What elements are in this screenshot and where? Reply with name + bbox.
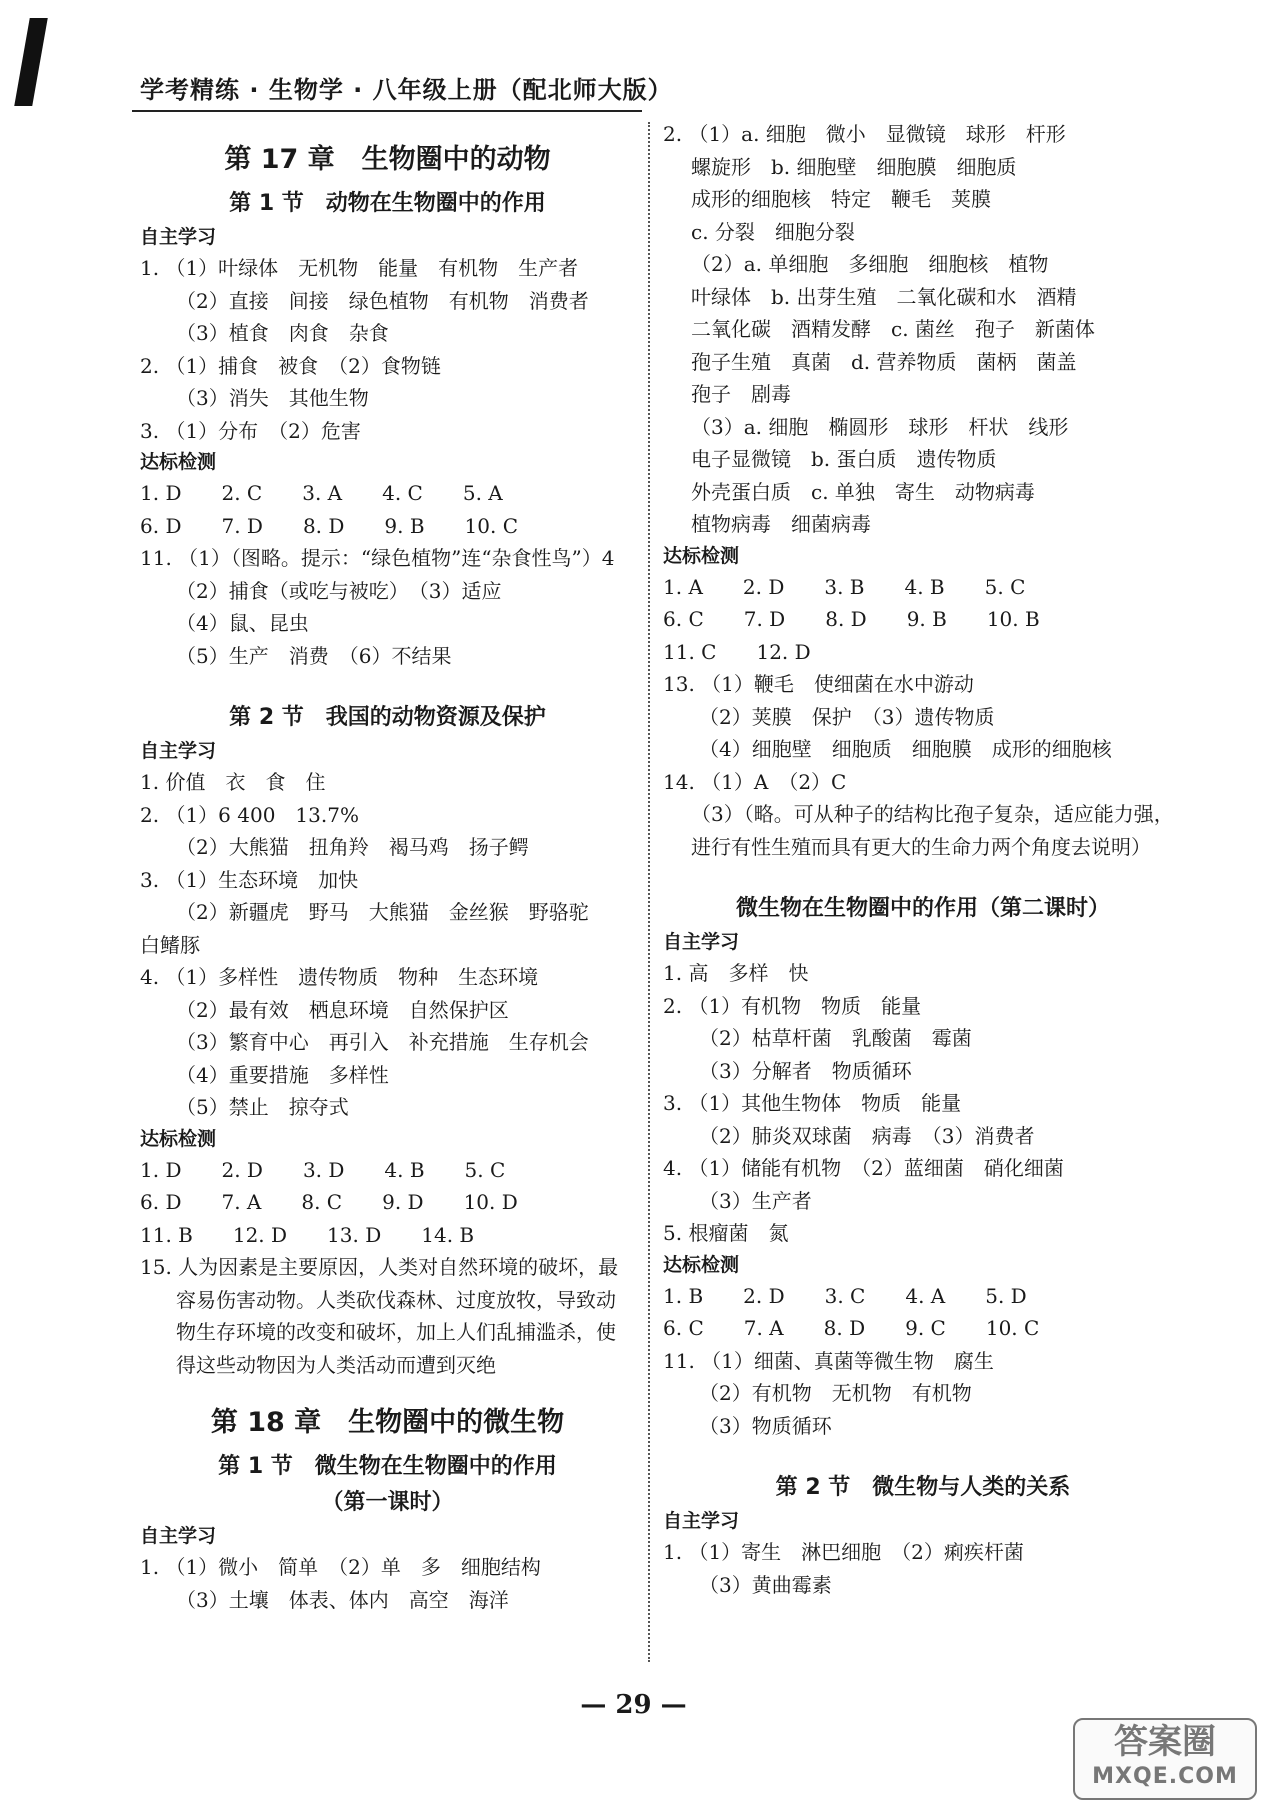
- chapter-title: 第 17 章 生物圈中的动物: [224, 144, 551, 175]
- answer-line: （3）生产者: [699, 1188, 812, 1213]
- answer-line: 1. A 2. D 3. B 4. B 5. C: [663, 574, 1026, 599]
- answer-line: （3）黄曲霉素: [699, 1572, 832, 1597]
- corner-mark: [14, 18, 48, 106]
- section-title: 第 1 节 微生物在生物圈中的作用: [218, 1454, 557, 1479]
- right-column: [663, 118, 1183, 1601]
- watermark-text-bottom: MXQE.COM: [1092, 1764, 1238, 1789]
- answer-line: 孢子生殖 真菌 d. 营养物质 菌柄 菌盖: [691, 349, 1077, 374]
- answer-line: 3. （1）分布 （2）危害: [140, 418, 361, 443]
- running-header: 学考精练 · 生物学 · 八年级上册（配北师大版）: [140, 76, 673, 104]
- answer-line: 1. D 2. C 3. A 4. C 5. A: [140, 481, 503, 505]
- answer-line: （3）分解者 物质循环: [699, 1058, 912, 1083]
- header-rule: [132, 110, 642, 112]
- answer-line: （2）枯草杆菌 乳酸菌 霉菌: [699, 1026, 972, 1050]
- subsection-heading: 达标检测: [140, 451, 217, 473]
- answer-line: （2）肺炎双球菌 病毒 （3）消费者: [699, 1123, 1035, 1148]
- subsection-heading: 自主学习: [140, 226, 217, 248]
- answer-line: （2）最有效 栖息环境 自然保护区: [176, 997, 509, 1022]
- answer-line: 1. （1）寄生 淋巴细胞 （2）痢疾杆菌: [663, 1540, 1024, 1564]
- answer-line: 1. 价值 衣 食 住: [140, 770, 326, 794]
- answer-line: 6. C 7. A 8. D 9. C 10. C: [663, 1316, 1040, 1340]
- answer-line: 1. （1）叶绿体 无机物 能量 有机物 生产者: [140, 256, 579, 280]
- answer-line: （3）植食 肉食 杂食: [176, 321, 389, 345]
- answer-line: 11. （1）细菌、真菌等微生物 腐生: [663, 1348, 994, 1373]
- answer-line: （2）新疆虎 野马 大熊猫 金丝猴 野骆驼: [176, 900, 589, 924]
- answer-line: （3）消失 其他生物: [176, 386, 369, 410]
- answer-line: 二氧化碳 酒精发酵 c. 菌丝 孢子 新菌体: [691, 317, 1095, 341]
- subsection-heading: 达标检测: [663, 1253, 740, 1276]
- answer-line: 4. （1）储能有机物 （2）蓝细菌 硝化细菌: [663, 1156, 1064, 1180]
- answer-line: 6. C 7. D 8. D 9. B 10. B: [663, 607, 1040, 631]
- answer-line: （5）禁止 掠夺式: [176, 1095, 349, 1119]
- answer-line: （2）大熊猫 扭角羚 褐马鸡 扬子鳄: [176, 835, 529, 859]
- answer-line: （2）捕食（或吃与被吃） （3）适应: [176, 578, 502, 603]
- left-column: [140, 118, 635, 1616]
- answer-line: 1. D 2. D 3. D 4. B 5. C: [140, 1157, 506, 1182]
- answer-line: （5）生产 消费 （6）不结果: [176, 643, 452, 668]
- watermark-logo: [1073, 1718, 1257, 1800]
- answer-line: （4）重要措施 多样性: [176, 1062, 389, 1087]
- answer-line: 14. （1）A （2）C: [663, 769, 847, 794]
- chapter-title: 第 18 章 生物圈中的微生物: [210, 1407, 565, 1438]
- subsection-heading: 自主学习: [663, 931, 740, 953]
- answer-line: 3. （1）其他生物体 物质 能量: [663, 1091, 962, 1115]
- answer-line: 2. （1）捕食 被食 （2）食物链: [140, 353, 441, 378]
- answer-line: 4. （1）多样性 遗传物质 物种 生态环境: [140, 965, 539, 989]
- answer-line: （4）鼠、昆虫: [176, 611, 309, 635]
- answer-line: （3）a. 细胞 椭圆形 球形 杆状 线形: [691, 414, 1069, 439]
- answer-line: 外壳蛋白质 c. 单独 寄生 动物病毒: [691, 479, 1035, 504]
- answer-line: 2. （1）6 400 13.7%: [140, 802, 359, 827]
- answer-line: c. 分裂 细胞分裂: [691, 219, 855, 244]
- answer-line: （3）繁育中心 再引入 补充措施 生存机会: [176, 1030, 589, 1054]
- subsection-heading: 自主学习: [663, 1510, 740, 1532]
- answer-line: 2. （1）a. 细胞 微小 显微镜 球形 杆形: [663, 122, 1066, 146]
- answer-line: 13. （1）鞭毛 使细菌在水中游动: [663, 672, 974, 696]
- answer-line: 1. B 2. D 3. C 4. A 5. D: [663, 1283, 1027, 1308]
- answer-line: 螺旋形 b. 细胞壁 细胞膜 细胞质: [691, 154, 1017, 179]
- answer-paragraph: 15. 人为因素是主要原因，人类对自然环境的破坏，最容易伤害动物。人类砍伐森林、过度放牧，导致动物生存环境的改变和破坏，加上人们乱捕滥杀，使得这些动物因为人类活动而遭到灭绝: [140, 1255, 619, 1377]
- answer-line: 5. 根瘤菌 氮: [663, 1221, 789, 1245]
- watermark-text-top: 答案圈: [1114, 1722, 1216, 1762]
- answer-line: 植物病毒 细菌病毒: [691, 512, 871, 536]
- subsection-heading: 达标检测: [140, 1127, 217, 1150]
- section-title: 微生物在生物圈中的作用（第二课时）: [735, 896, 1110, 921]
- answer-line: 电子显微镜 b. 蛋白质 遗传物质: [691, 447, 997, 471]
- subsection-heading: 达标检测: [663, 544, 740, 567]
- answer-line: 白鳍豚: [140, 932, 200, 957]
- answer-line: 3. （1）生态环境 加快: [140, 867, 359, 892]
- subsection-heading: 自主学习: [140, 1525, 217, 1547]
- answer-line: 1. （1）微小 简单 （2）单 多 细胞结构: [140, 1555, 541, 1579]
- answer-line: 6. D 7. D 8. D 9. B 10. C: [140, 513, 519, 538]
- answer-line: 成形的细胞核 特定 鞭毛 荚膜: [691, 187, 991, 211]
- page-number: — 29 —: [580, 1690, 687, 1720]
- section-title: 第 1 节 动物在生物圈中的作用: [229, 191, 546, 216]
- answer-line: 孢子 剧毒: [691, 382, 791, 406]
- answer-line: 11. C 12. D: [663, 639, 811, 664]
- section-title: 第 2 节 微生物与人类的关系: [775, 1475, 1071, 1500]
- answer-line: （3）物质循环: [699, 1413, 832, 1438]
- section-title: 第 2 节 我国的动物资源及保护: [229, 705, 546, 730]
- answer-paragraph: 11. （1）（图略。提示：“绿色植物”连“杂食性鸟”）4: [140, 546, 615, 570]
- answer-line: 6. D 7. A 8. C 9. D 10. D: [140, 1190, 518, 1214]
- answer-line: 2. （1）有机物 物质 能量: [663, 993, 922, 1018]
- answer-line: （2）荚膜 保护 （3）遗传物质: [699, 704, 995, 729]
- section-title: （第一课时）: [321, 1490, 454, 1515]
- column-divider: [648, 122, 650, 1662]
- answer-line: 1. 高 多样 快: [663, 961, 809, 985]
- subsection-heading: 自主学习: [140, 740, 217, 762]
- answer-line: 叶绿体 b. 出芽生殖 二氧化碳和水 酒精: [691, 284, 1077, 309]
- answer-line: （2）直接 间接 绿色植物 有机物 消费者: [176, 288, 589, 313]
- answer-line: （2）a. 单细胞 多细胞 细胞核 植物: [691, 252, 1049, 276]
- answer-line: （3）（略。可从种子的结构比孢子复杂，适应能力强，进行有性生殖而具有更大的生命力两个角度去说明）: [691, 802, 1174, 859]
- answer-line: （4）细胞壁 细胞质 细胞膜 成形的细胞核: [699, 737, 1112, 761]
- answer-line: 11. B 12. D 13. D 14. B: [140, 1222, 475, 1247]
- answer-line: （3）土壤 体表、体内 高空 海洋: [176, 1587, 509, 1612]
- answer-line: （2）有机物 无机物 有机物: [699, 1381, 972, 1405]
